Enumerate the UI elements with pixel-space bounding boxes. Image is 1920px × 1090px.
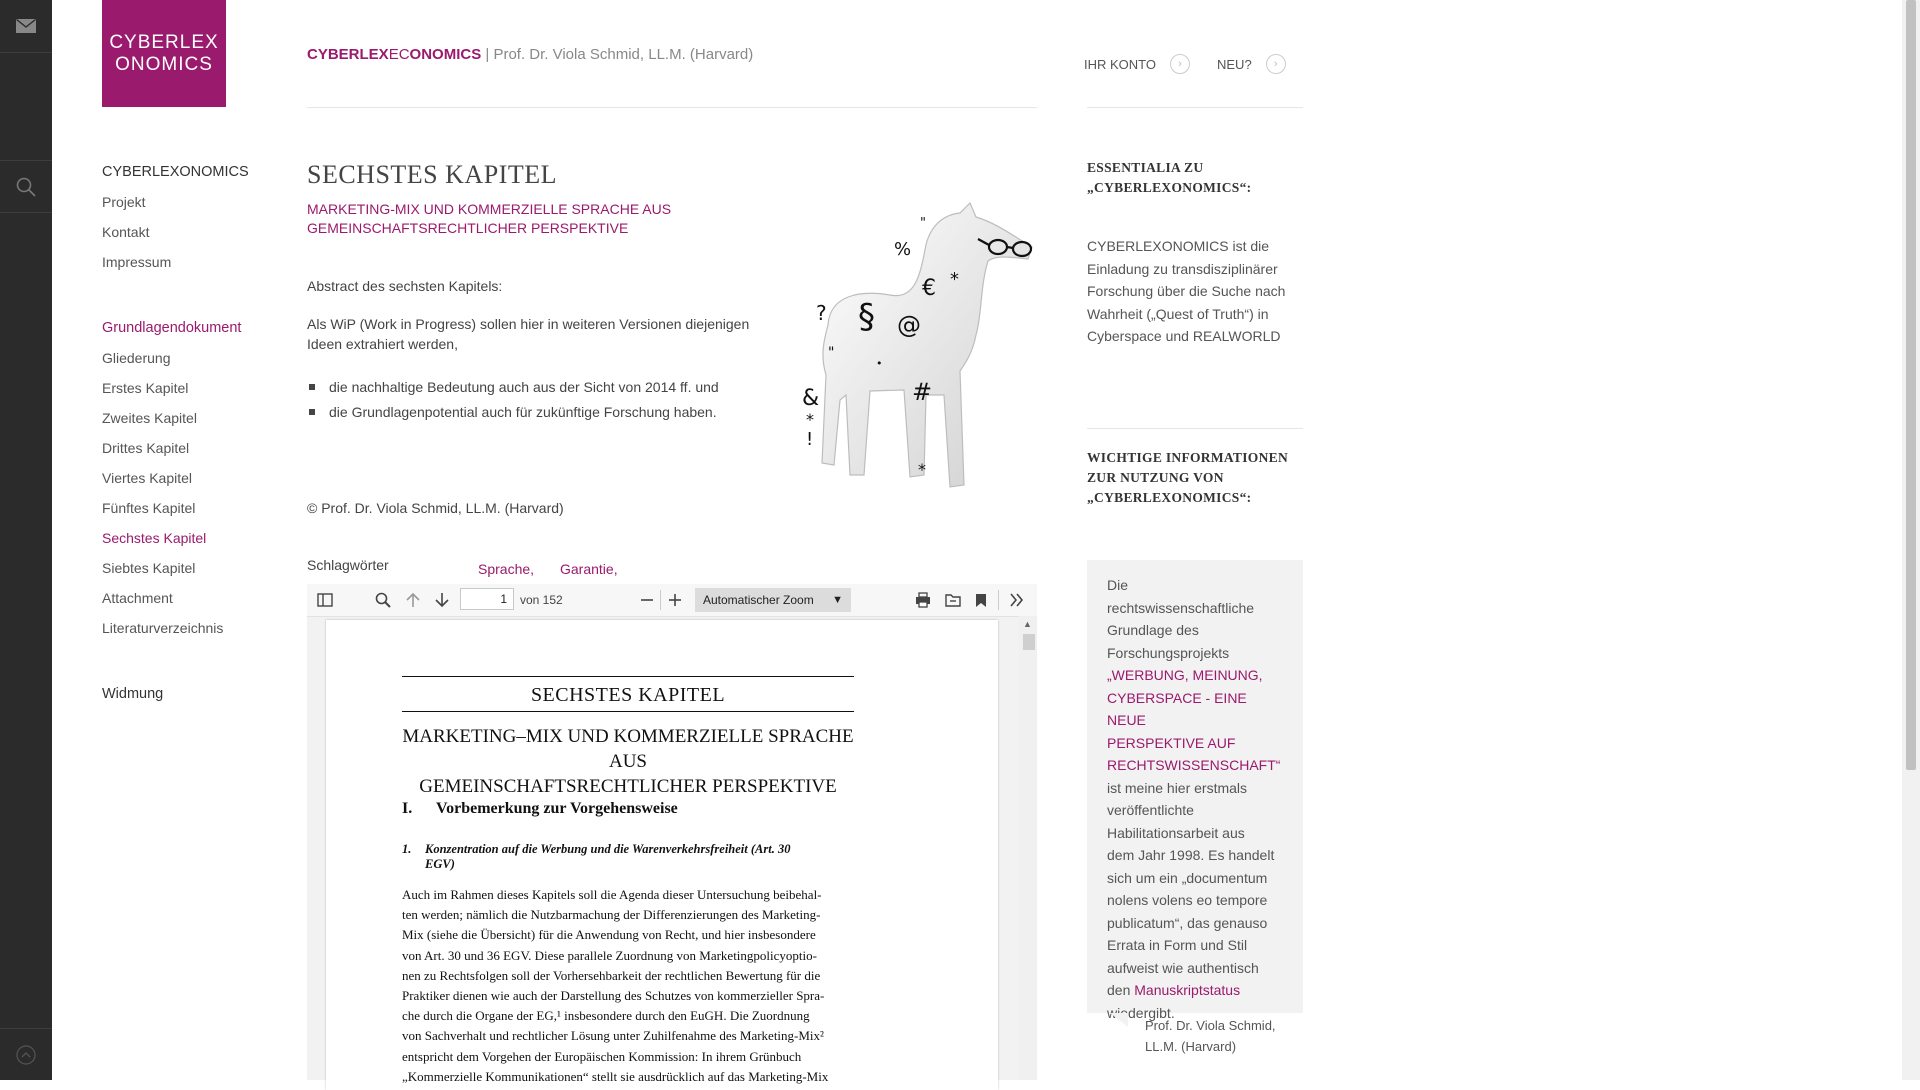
sidebar-divider <box>1087 107 1303 108</box>
info-heading <box>1087 448 1303 508</box>
svg-text:!: ! <box>806 429 814 450</box>
header-brand <box>307 46 753 63</box>
nav-item-projekt[interactable]: Projekt <box>102 194 146 210</box>
header-divider <box>307 107 1037 108</box>
pdf-viewer <box>307 584 1037 1084</box>
pdf-page <box>326 620 998 1090</box>
pdf-sub-title <box>425 842 790 872</box>
new-label: NEU? <box>1217 56 1252 72</box>
left-rail <box>0 0 52 1080</box>
bullet-text: die Grundlagenpotential auch für zukünftige Forschung haben. <box>329 403 717 420</box>
svg-text:": " <box>920 216 926 231</box>
zoom-in-icon[interactable] <box>665 590 685 610</box>
page-number-input[interactable]: 1 <box>460 588 514 610</box>
double-chevron-right-icon[interactable] <box>1007 590 1027 610</box>
svg-text:•: • <box>876 357 883 370</box>
essentialia-line: CYBERLEXONOMICS ist die <box>1087 238 1270 254</box>
info-line: dem Jahr 1998. Es handelt <box>1107 847 1275 863</box>
pdf-body-line: ten werden; nämlich die Nutzbarmachung der Differenzierungen des Marketing- <box>402 907 821 923</box>
keywords-label: Schlagwörter <box>307 557 389 573</box>
pdf-body-line: „Kommerzielle Kommunikationen“ stellt sie ausdrücklich auf das Marketing-Mix <box>402 1068 829 1084</box>
bullet-icon <box>309 384 315 390</box>
bullet-icon <box>309 409 315 415</box>
essentialia-heading-line2: „CYBERLEXONOMICS“: <box>1087 180 1252 195</box>
pdf-section-num: I. <box>402 800 413 817</box>
chevron-right-icon: › <box>1266 54 1286 74</box>
svg-text:@: @ <box>897 311 921 339</box>
link-line: PERSPEKTIVE AUF <box>1107 734 1236 751</box>
arrow-down-icon[interactable] <box>432 590 452 610</box>
search-icon[interactable] <box>0 161 52 213</box>
pdf-title: SECHSTES KAPITEL <box>530 684 726 706</box>
sidebar-divider-2 <box>1087 428 1303 429</box>
account-link[interactable] <box>1084 54 1190 74</box>
account-label: IHR KONTO <box>1084 56 1156 72</box>
svg-text:€: € <box>922 276 936 301</box>
nav-item-fuenftes[interactable]: Fünftes Kapitel <box>102 500 196 516</box>
pdf-scrollbar[interactable] <box>1019 616 1037 1080</box>
brand-sep: | <box>481 46 494 63</box>
info-line: ist meine hier erstmals <box>1107 779 1248 796</box>
nav-item-gliederung[interactable]: Gliederung <box>102 350 171 366</box>
pdf-subtitle <box>386 724 870 799</box>
mail-icon[interactable] <box>0 0 52 52</box>
pdf-toolbar <box>307 584 1037 617</box>
subtitle-line1: MARKETING-MIX UND KOMMERZIELLE SPRACHE AUS <box>307 201 672 217</box>
chevron-down-icon: ▼ <box>832 594 843 606</box>
nav-item-kontakt[interactable]: Kontakt <box>102 224 150 240</box>
info-line: Forschungsprojekts <box>1107 644 1230 661</box>
brand-author: Prof. Dr. Viola Schmid, LL.M. (Harvard) <box>493 46 754 63</box>
essentialia-line: Wahrheit („Quest of Truth“) in <box>1087 305 1269 322</box>
page-scrollbar[interactable] <box>1902 0 1920 1080</box>
info-line: veröffentlichte <box>1107 802 1194 818</box>
svg-text:*: * <box>950 269 959 290</box>
nav-item-widmung[interactable]: Widmung <box>102 686 164 702</box>
nav-item-cyberlexonomics[interactable]: CYBERLEXONOMICS <box>102 164 249 180</box>
nav-item-zweites[interactable]: Zweites Kapitel <box>102 410 197 426</box>
page-title: SECHSTES KAPITEL <box>307 160 557 189</box>
svg-text:%: % <box>894 239 912 260</box>
pdf-body <box>402 885 866 1087</box>
abstract-line2: Ideen extrahiert werden, <box>307 336 458 352</box>
essentialia-heading-line1: ESSENTIALIA ZU <box>1087 160 1204 175</box>
essentialia-line: Einladung zu transdisziplinärer <box>1087 260 1278 277</box>
pdf-body-line: nen zu Rechtsfolgen soll der Vorhersehbarkeit der rechtlichen Bewertung für die <box>402 967 821 983</box>
manuskriptstatus-link[interactable]: Manuskriptstatus <box>1134 982 1241 998</box>
bullet-text: die nachhaltige Bedeutung auch aus der Sicht von 2014 ff. und <box>329 378 719 395</box>
nav-item-viertes[interactable]: Viertes Kapitel <box>102 470 193 486</box>
info-heading-line1: WICHTIGE INFORMATIONEN <box>1087 450 1288 465</box>
horse-illustration <box>800 195 1040 500</box>
info-box <box>1087 560 1303 1021</box>
pdf-body-line: Praktiker dienen wie auch der Darstellung des Schutzes von kommerzieller Spra- <box>402 988 825 1004</box>
keyword-link-sprache[interactable]: Sprache, <box>478 561 535 577</box>
nav-primary <box>102 157 249 277</box>
info-line: rechtswissenschaftliche <box>1107 599 1255 616</box>
signature-line1: Prof. Dr. Viola Schmid, <box>1145 1018 1276 1033</box>
print-icon[interactable] <box>913 590 933 610</box>
info-line: Die <box>1107 577 1129 593</box>
page-scroll-thumb[interactable] <box>1906 0 1916 770</box>
brand-part1: CYBERLEX <box>307 46 389 63</box>
svg-text:§: § <box>858 297 875 337</box>
scroll-up-icon[interactable] <box>0 1029 52 1081</box>
pdf-body-line: von Art. 30 und 36 EGV. Diese parallele Zuordnung von Marketingpolicyoptio- <box>402 947 817 963</box>
info-line: Errata in Form und Stil <box>1107 937 1248 953</box>
info-line: Grundlage des <box>1107 622 1199 638</box>
subtitle-line2: GEMEINSCHAFTSRECHTLICHER PERSPEKTIVE <box>307 220 629 236</box>
nav-item-grundlagendokument[interactable]: Grundlagendokument <box>102 320 242 336</box>
zoom-select[interactable] <box>695 588 851 612</box>
info-heading-line3: „CYBERLEXONOMICS“: <box>1087 490 1252 505</box>
info-den: den <box>1107 982 1131 998</box>
info-line <box>1107 979 1283 1002</box>
nav-tertiary <box>102 679 163 709</box>
scroll-up-arrow-icon[interactable]: ▲ <box>1023 619 1032 629</box>
page-total: von 152 <box>520 593 563 607</box>
arrow-up-icon[interactable] <box>403 590 423 610</box>
essentialia-line: Cyberspace und REALWORLD <box>1087 328 1281 344</box>
zoom-out-icon[interactable] <box>637 590 657 610</box>
link-line: RECHTSWISSENSCHAFT“ <box>1107 757 1281 773</box>
habilitation-link[interactable] <box>1107 664 1283 777</box>
essentialia-text <box>1087 235 1303 348</box>
pdf-body-line: Mix (siehe die Übersicht) für die Anwendung von Recht, und hier insbesondere <box>402 927 816 943</box>
keyword-link-garantie[interactable]: Garantie, <box>560 561 618 577</box>
link-line: „WERBUNG, MEINUNG, <box>1107 667 1263 683</box>
essentialia-line: Forschung über die Suche nach <box>1087 283 1286 299</box>
nav-item-impressum[interactable]: Impressum <box>102 254 172 270</box>
info-line: wiedergibt. <box>1107 1004 1175 1021</box>
abstract-heading: Abstract des sechsten Kapitels: <box>307 278 503 294</box>
abstract-line1: Als WiP (Work in Progress) sollen hier in weiteren Versionen diejenigen <box>307 316 750 332</box>
chevron-right-icon: › <box>1170 54 1190 74</box>
svg-text:&: & <box>802 386 820 411</box>
info-line: aufweist wie authentisch <box>1107 959 1259 976</box>
sidebar-toggle-icon[interactable] <box>315 590 335 610</box>
brand-part2: EC <box>388 46 410 63</box>
info-line: publicatum“, das genauso <box>1107 914 1268 931</box>
pdf-sub-title-line2: EGV) <box>425 857 455 871</box>
open-file-icon[interactable] <box>943 590 963 610</box>
pdf-body-line: entspricht dem Vorgehen der Europäischen Kommission: In ihrem Grünbuch <box>402 1048 802 1064</box>
brand-part3: ONOMICS <box>409 46 482 63</box>
quote-tail <box>1110 1013 1128 1027</box>
pdf-scroll-thumb[interactable] <box>1023 634 1035 650</box>
logo-line2: ONOMICS <box>115 53 213 75</box>
nav-secondary <box>102 313 241 643</box>
copyright: © Prof. Dr. Viola Schmid, LL.M. (Harvard) <box>307 500 564 516</box>
pdf-body-line: che durch die Organe der EG,¹ insbesondere durch den EuGH. Die Zuordnung <box>402 1008 810 1024</box>
bookmark-icon[interactable] <box>973 590 989 610</box>
nav-item-literaturverzeichnis[interactable]: Literaturverzeichnis <box>102 620 224 636</box>
pdf-sub-title-line1: Konzentration auf die Werbung und die Warenverkehrsfreiheit (Art. 30 <box>425 842 791 856</box>
signature <box>1145 1015 1276 1057</box>
nav-item-siebtes[interactable]: Siebtes Kapitel <box>102 560 196 576</box>
info-line: sich um ein „documentum <box>1107 869 1268 886</box>
nav-item-erstes[interactable]: Erstes Kapitel <box>102 380 189 396</box>
search-icon[interactable] <box>373 590 393 610</box>
link-line: CYBERSPACE - EINE NEUE <box>1107 689 1247 728</box>
info-heading-line2: ZUR NUTZUNG VON <box>1087 470 1224 485</box>
new-link[interactable] <box>1217 54 1286 74</box>
nav-item-drittes[interactable]: Drittes Kapitel <box>102 440 190 456</box>
nav-item-attachment[interactable]: Attachment <box>102 590 173 606</box>
pdf-subtitle-line2: GEMEINSCHAFTSRECHTLICHER PERSPEKTIVE <box>419 776 837 797</box>
pdf-sub-num: 1. <box>402 842 412 856</box>
svg-text:*: * <box>806 410 814 429</box>
pdf-section-title: Vorbemerkung zur Vorgehensweise <box>436 800 678 817</box>
site-logo[interactable] <box>102 0 226 107</box>
svg-text:*: * <box>918 460 926 479</box>
svg-text:": " <box>828 345 835 361</box>
zoom-value: Automatischer Zoom <box>703 593 814 607</box>
svg-text:#: # <box>912 378 933 406</box>
info-box-text <box>1087 560 1303 1038</box>
info-line: Habilitationsarbeit aus <box>1107 824 1245 841</box>
nav-item-sechstes[interactable]: Sechstes Kapitel <box>102 530 207 546</box>
pdf-subtitle-line1: MARKETING–MIX UND KOMMERZIELLE SPRACHE AUS <box>402 726 854 772</box>
essentialia-heading <box>1087 158 1303 198</box>
pdf-body-line: Auch im Rahmen dieses Kapitels soll die Agenda dieser Untersuchung beibehal- <box>402 887 822 902</box>
info-line: nolens volens eo tempore <box>1107 892 1268 908</box>
signature-line2: LL.M. (Harvard) <box>1145 1039 1237 1054</box>
svg-text:?: ? <box>816 301 827 325</box>
pdf-body-line: von Sachverhalt und rechtlicher Lösung unter Zuhilfenahme des Marketing-Mix² <box>402 1028 824 1044</box>
logo-line1: CYBERLEX <box>109 31 219 53</box>
